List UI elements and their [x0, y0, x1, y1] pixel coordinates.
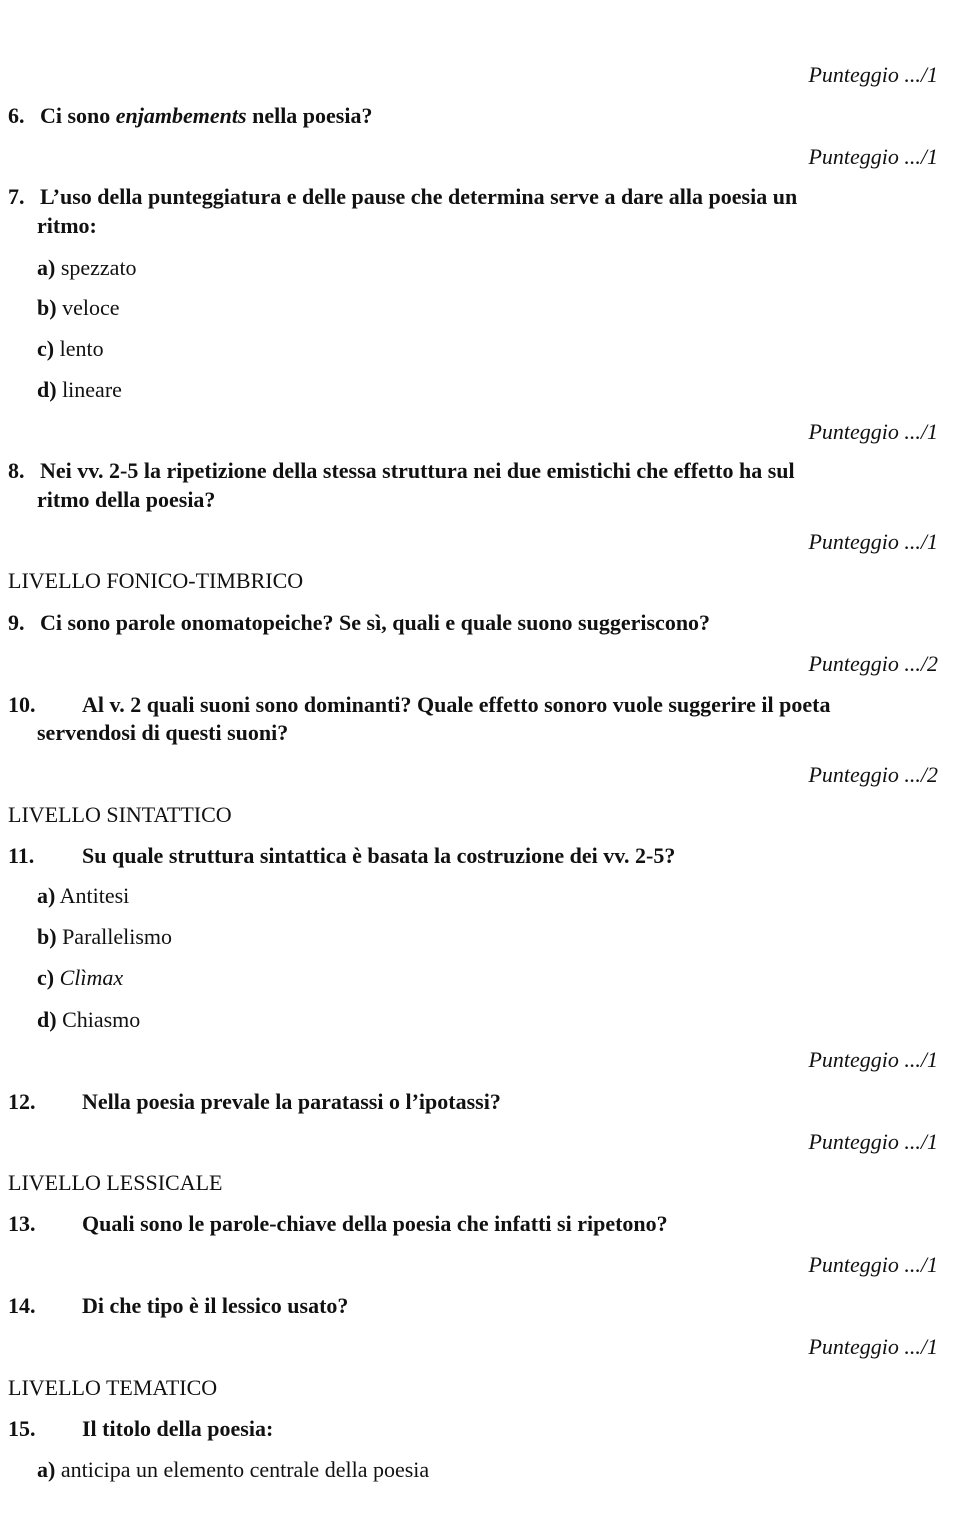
question-number: 10. [8, 692, 36, 717]
question-9 [8, 609, 710, 637]
option-letter: c) [37, 336, 55, 361]
question-number: 11. [8, 843, 35, 868]
option-letter: a) [37, 255, 56, 280]
option-d [37, 1006, 140, 1034]
question-number: 12. [8, 1089, 36, 1114]
option-letter: a) [37, 1457, 56, 1482]
option-text: Parallelismo [62, 924, 173, 949]
question-13 [8, 1210, 668, 1238]
question-text: Nei vv. 2-5 la ripetizione della stessa struttura nei due emistichi che effetto ha sul [40, 458, 795, 483]
question-14 [8, 1292, 348, 1320]
option-letter: a) [37, 883, 56, 908]
section-heading-sintattico: LIVELLO SINTATTICO [8, 802, 232, 827]
question-text-continued: ritmo: [37, 213, 97, 238]
question-text-italic: enjambements [115, 103, 247, 128]
option-text: Antitesi [59, 883, 130, 908]
question-text-continued: servendosi di questi suoni? [37, 720, 289, 745]
question-text: Al v. 2 quali suoni sono dominanti? Quale effetto sonoro vuole suggerire il poeta [82, 692, 831, 717]
question-number: 6. [8, 103, 25, 128]
question-text: L’uso della punteggiatura e delle pause che determina serve a dare alla poesia un [40, 184, 798, 209]
score-label: Punteggio .../1 [808, 144, 938, 169]
question-11 [8, 842, 675, 870]
question-number: 15. [8, 1416, 36, 1441]
question-text: nella poesia? [246, 103, 373, 128]
question-8 [8, 457, 795, 485]
score-label: Punteggio .../1 [808, 1252, 938, 1277]
question-7 [8, 183, 797, 211]
option-letter: d) [37, 1007, 57, 1032]
question-text: Il titolo della poesia: [82, 1416, 274, 1441]
option-letter: b) [37, 924, 57, 949]
score-label: Punteggio .../1 [808, 1047, 938, 1072]
option-text: Chiasmo [62, 1007, 141, 1032]
question-text: Ci sono [40, 103, 116, 128]
option-a [37, 1456, 429, 1484]
score-label: Punteggio .../1 [808, 62, 938, 87]
question-number: 7. [8, 184, 25, 209]
option-a [37, 254, 137, 282]
score-label: Punteggio .../1 [808, 1129, 938, 1154]
option-letter: c) [37, 965, 55, 990]
option-letter: b) [37, 295, 57, 320]
question-text: Quali sono le parole-chiave della poesia che infatti si ripetono? [82, 1211, 668, 1236]
score-label: Punteggio .../2 [808, 651, 938, 676]
section-heading-fonico-timbrico: LIVELLO FONICO-TIMBRICO [8, 568, 304, 593]
question-15 [8, 1415, 273, 1443]
option-text: spezzato [60, 255, 137, 280]
score-label: Punteggio .../1 [808, 1334, 938, 1359]
question-text: Su quale struttura sintattica è basata la costruzione dei vv. 2-5? [82, 843, 676, 868]
option-letter: d) [37, 377, 57, 402]
option-b [37, 923, 172, 951]
question-text: Ci sono parole onomatopeiche? Se sì, quali e quale suono suggeriscono? [40, 610, 711, 635]
section-heading-tematico: LIVELLO TEMATICO [8, 1375, 218, 1400]
question-text: Di che tipo è il lessico usato? [82, 1293, 349, 1318]
option-c [37, 335, 104, 363]
question-number: 14. [8, 1293, 36, 1318]
question-number: 13. [8, 1211, 36, 1236]
section-heading-lessicale: LIVELLO LESSICALE [8, 1170, 223, 1195]
question-text-continued: ritmo della poesia? [37, 487, 216, 512]
option-text: lineare [62, 377, 122, 402]
question-10 [8, 691, 830, 719]
score-label: Punteggio .../1 [808, 529, 938, 554]
score-label: Punteggio .../1 [808, 419, 938, 444]
option-d [37, 376, 122, 404]
question-number: 9. [8, 610, 25, 635]
option-text: anticipa un elemento centrale della poesia [60, 1457, 430, 1482]
option-text: veloce [62, 295, 120, 320]
question-text: Nella poesia prevale la paratassi o l’ipotassi? [82, 1089, 501, 1114]
option-b [37, 294, 119, 322]
question-12 [8, 1088, 501, 1116]
option-a [37, 882, 129, 910]
question-6 [8, 102, 372, 130]
option-c [37, 964, 123, 992]
option-text: Clìmax [59, 965, 124, 990]
option-text: lento [59, 336, 104, 361]
score-label: Punteggio .../2 [808, 762, 938, 787]
question-number: 8. [8, 458, 25, 483]
